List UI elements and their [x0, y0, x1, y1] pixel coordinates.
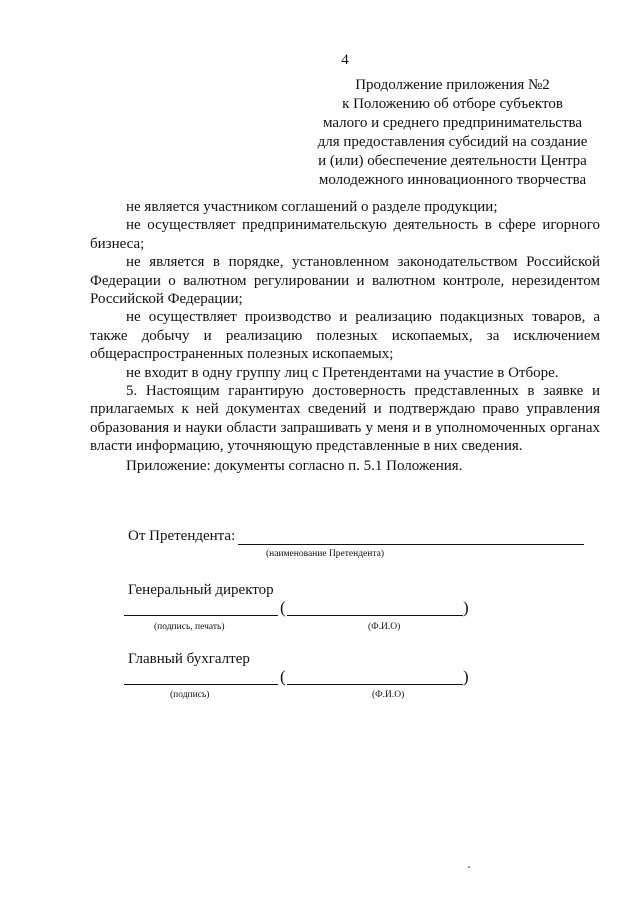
- header-line: молодежного инновационного творчества: [318, 172, 587, 188]
- body-paragraph: не осуществляет предпринимательскую деятельность в сфере игорного бизнеса;: [90, 217, 600, 252]
- applicant-caption: (наименование Претендента): [266, 549, 385, 559]
- director-name-line[interactable]: [287, 615, 463, 616]
- director-sign-caption: (подпись, печать): [154, 622, 225, 632]
- accountant-label: Главный бухгалтер: [128, 651, 250, 667]
- header-line: для предоставления субсидий на создание: [317, 134, 588, 150]
- director-name-caption: (Ф.И.О): [368, 622, 401, 632]
- body-paragraph: не является участником соглашений о разделе продукции;: [126, 199, 498, 215]
- accountant-name-caption: (Ф.И.О): [372, 690, 405, 700]
- body-paragraph: не осуществляет производство и реализацию подакцизных товаров, а также добычу и реализацию полезных ископаемых, за исключением общераспространенных полезных ископаемых;: [90, 309, 600, 363]
- scan-speck: [468, 866, 470, 868]
- accountant-signature-line[interactable]: [124, 684, 278, 685]
- applicant-label: От Претендента:: [128, 528, 236, 544]
- accountant-name-line[interactable]: [287, 684, 463, 685]
- applicant-name-line[interactable]: [238, 544, 584, 545]
- close-paren: ): [463, 667, 469, 686]
- close-paren: ): [463, 598, 469, 617]
- appendix-note: Приложение: документы согласно п. 5.1 Положения.: [126, 458, 463, 474]
- director-label: Генеральный директор: [128, 582, 274, 598]
- body-paragraph: не является в порядке, установленном законодательством Российской Федерации о валютном регулировании и валютном контроле, нерезидентом Российской Федерации;: [90, 254, 600, 308]
- page-number: 4: [341, 52, 349, 68]
- director-signature-line[interactable]: [124, 615, 278, 616]
- header-line: малого и среднего предпринимательства: [322, 115, 583, 131]
- header-line: к Положению об отборе субъектов: [342, 96, 563, 112]
- guarantee-paragraph: 5. Настоящим гарантирую достоверность представленных в заявке и прилагаемых к ней документах сведений и подтверждаю право управления образования и науки области запрашивать у меня и в уполномоченных органах власти информацию, уточняющую представленные в них сведения.: [90, 383, 600, 455]
- header-line: и (или) обеспечение деятельности Центра: [318, 153, 587, 169]
- open-paren: (: [280, 598, 286, 617]
- appendix-header: [280, 76, 625, 190]
- body-text: [90, 198, 600, 456]
- body-paragraph: не входит в одну группу лиц с Претендентами на участие в Отборе.: [126, 364, 559, 381]
- open-paren: (: [280, 667, 286, 686]
- accountant-sign-caption: (подпись): [170, 690, 210, 700]
- header-line: Продолжение приложения №2: [355, 77, 550, 93]
